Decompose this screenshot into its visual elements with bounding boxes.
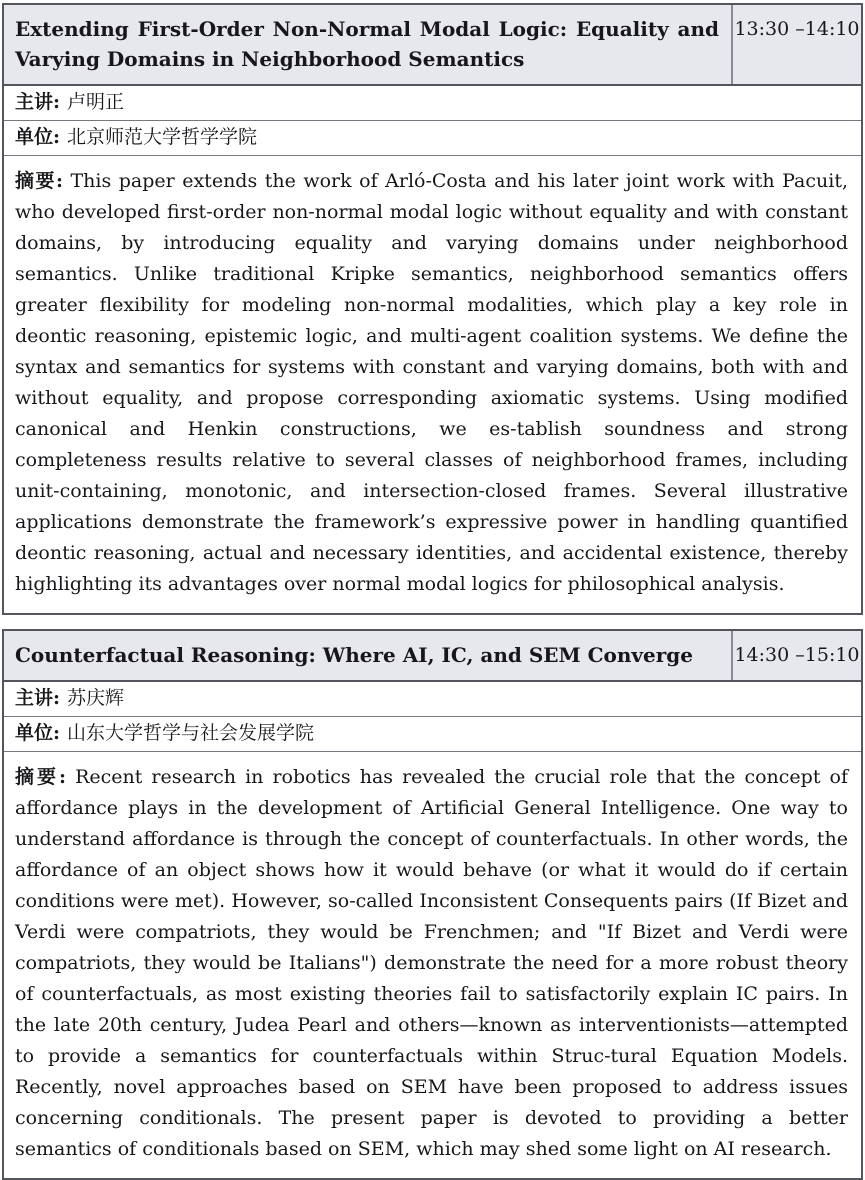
affiliation-name: 北京师范大学哲学学院 — [67, 126, 258, 148]
affiliation-label: 单位: — [15, 722, 61, 744]
session-2-header-row — [4, 631, 861, 682]
session-2-abstract-row — [4, 752, 861, 1178]
session-1-affiliation-row — [4, 121, 861, 156]
session-1-title: Extending First-Order Non-Normal Modal Logic: Equality and Varying Domains in Neighborhood Semantics — [15, 17, 719, 71]
abstract-label: 摘要: — [15, 170, 63, 192]
session-1-speaker-row — [4, 86, 861, 121]
session-1-abstract-row — [4, 156, 861, 613]
speaker-label: 主讲: — [15, 687, 61, 709]
abstract-text: This paper extends the work of Arló-Costa and his later joint work with Pacuit, who developed first-order non-normal modal logic without equality and with constant domains, by introducing equality and varying domains under neighborhood semantics. Unlike traditional Kripke semantics, neighborhood semantics offers greater flexibility for modeling non-normal modalities, which play a key role in deontic reasoning, epistemic logic, and multi-agent coalition systems. We define the syntax and semantics for systems with constant and varying domains, both with and without equality, and propose corresponding axiomatic systems. Using modified canonical and Henkin constructions, we es-tablish soundness and strong completeness results relative to several classes of neighborhood frames, including unit-containing, monotonic, and intersection-closed frames. Several illustrative applications demonstrate the framework’s expressive power in handling quantified deontic reasoning, actual and necessary identities, and accidental existence, thereby highlighting its advantages over normal modal logics for philosophical analysis. — [15, 170, 848, 595]
speaker-label: 主讲: — [15, 91, 61, 113]
affiliation-label: 单位: — [15, 126, 61, 148]
session-2-title: Counterfactual Reasoning: Where AI, IC, and SEM Converge — [15, 643, 694, 667]
speaker-name: 卢明正 — [67, 91, 125, 113]
session-2-affiliation-row — [4, 717, 861, 752]
session-table-2 — [2, 629, 863, 1180]
session-2-speaker-row — [4, 682, 861, 717]
session-2-time: 14:30 –15:10 — [731, 631, 861, 680]
session-table-1 — [2, 3, 863, 615]
abstract-label: 摘要: — [15, 766, 67, 788]
affiliation-name: 山东大学哲学与社会发展学院 — [67, 722, 315, 744]
speaker-name: 苏庆辉 — [67, 687, 125, 709]
session-1-time: 13:30 –14:10 — [731, 5, 861, 84]
abstract-text: Recent research in robotics has revealed the crucial role that the concept of affordance plays in the development of Artificial General Intelligence. One way to understand affordance is through the concept of counterfactuals. In other words, the affordance of an object shows how it would behave (or what it would do if certain conditions were met). However, so-called Inconsistent Consequents pairs (If Bizet and Verdi were compatriots, they would be Frenchmen; and "If Bizet and Verdi were compatriots, they would be Italians") demonstrate the need for a more robust theory of counterfactuals, as most existing theories fail to satisfactorily explain IC pairs. In the late 20th century, Judea Pearl and others—known as interventionists—attempted to provide a semantics for counterfactuals within Struc-tural Equation Models. Recently, novel approaches based on SEM have been proposed to address issues concerning conditionals. The present paper is devoted to providing a better semantics of conditionals based on SEM, which may shed some light on AI research. — [15, 766, 848, 1160]
session-1-header-row — [4, 5, 861, 86]
